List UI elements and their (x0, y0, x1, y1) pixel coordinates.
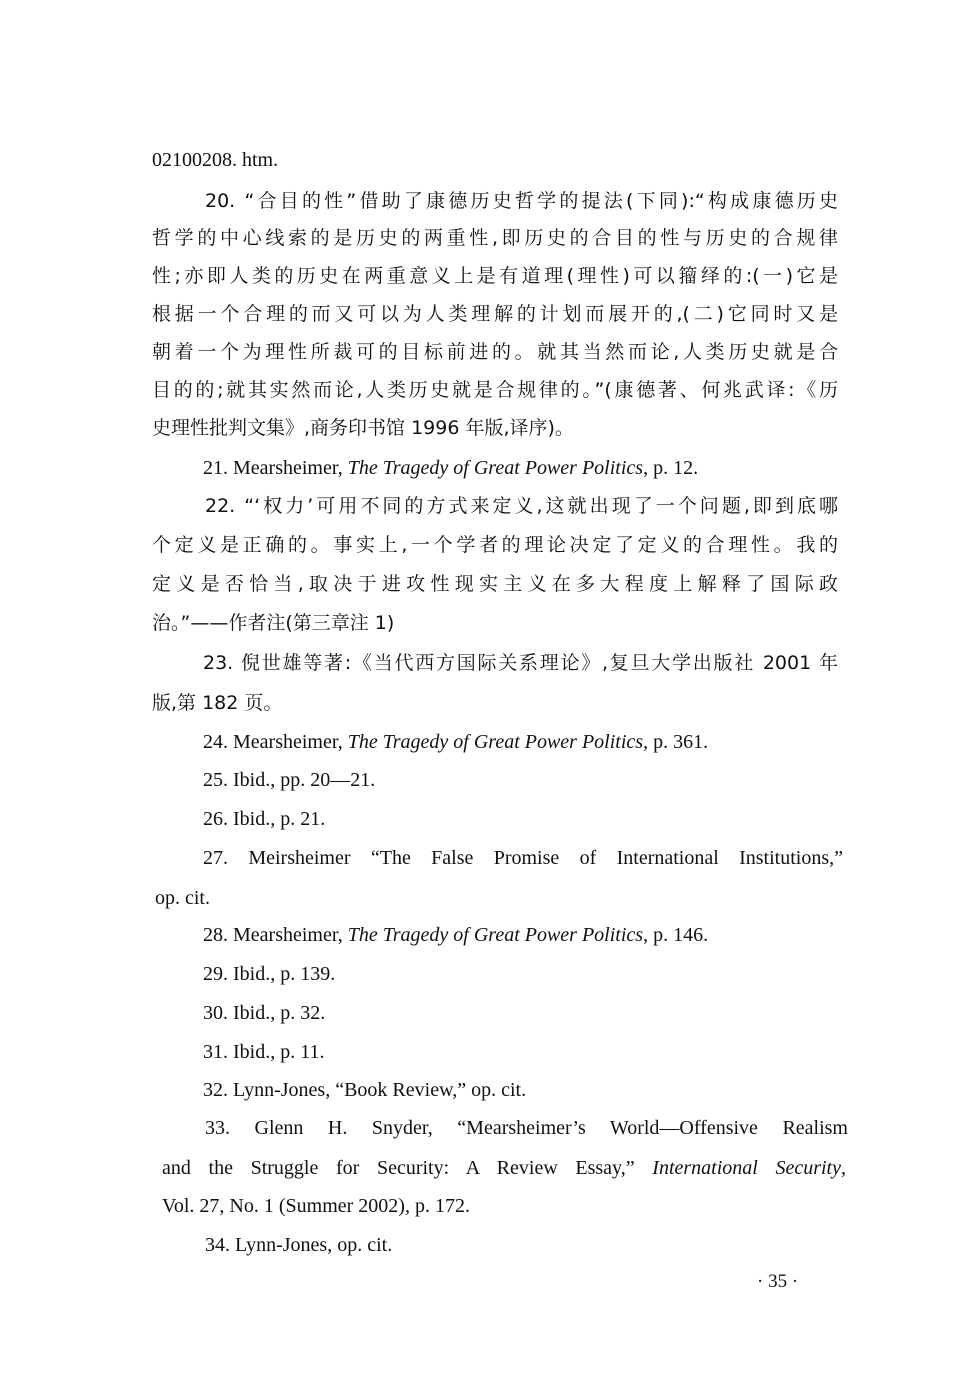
footnote-22-line-3: 定义是否恰当,取决于进攻性现实主义在多大程度上解释了国际政 (152, 573, 838, 595)
footnote-25: 25. Ibid., pp. 20—21. (203, 769, 376, 791)
footnote-24-page: , p. 361. (643, 731, 709, 753)
footnote-20-line-4: 根据一个合理的而又可以为人类理解的计划而展开的,(二)它同时又是 (152, 303, 838, 325)
footnote-24-book-title: The Tragedy of Great Power Politics (347, 731, 644, 753)
footnote-21-page: , p. 12. (643, 457, 699, 479)
footnote-23-line-1: 23. 倪世雄等著:《当代西方国际关系理论》,复旦大学出版社 2001 年 (203, 652, 838, 674)
footnote-34: 34. Lynn-Jones, op. cit. (205, 1234, 393, 1256)
footnote-23-line-2: 版,第 182 页。 (152, 692, 283, 714)
footnote-33-line-2 (162, 1155, 846, 1181)
footnote-28-book-title: The Tragedy of Great Power Politics (347, 924, 644, 946)
footnote-33-journal: International Security (652, 1157, 841, 1179)
footnote-22-line-4: 治。”——作者注(第三章注 1) (152, 612, 395, 634)
page-number: · 35 · (757, 1271, 799, 1292)
footnote-20-line-6: 目的的;就其实然而论,人类历史就是合规律的。”(康德著、何兆武译:《历 (152, 379, 838, 401)
footnote-21-author: 21. Mearsheimer, (203, 457, 348, 479)
footnote-33-comma: , (841, 1157, 846, 1179)
footnote-29: 29. Ibid., p. 139. (203, 963, 336, 985)
footnote-28 (203, 922, 708, 948)
footnote-20-line-5: 朝着一个为理性所裁可的目标前进的。就其当然而论,人类历史就是合 (152, 341, 838, 363)
footnote-33-line-1: 33. Glenn H. Snyder, “Mearsheimer’s World—Offensive Realism (205, 1117, 848, 1139)
footnote-22-line-1: 22. “‘权力’可用不同的方式来定义,这就出现了一个问题,即到底哪 (205, 495, 838, 517)
footnote-28-page: , p. 146. (643, 924, 709, 946)
footnote-27-line-2: op. cit. (155, 887, 210, 909)
footnote-20-line-7: 史理性批判文集》,商务印书馆 1996 年版,译序)。 (152, 417, 574, 439)
footnote-26: 26. Ibid., p. 21. (203, 808, 326, 830)
footnote-28-author: 28. Mearsheimer, (203, 924, 348, 946)
footnote-33-line-3: Vol. 27, No. 1 (Summer 2002), p. 172. (162, 1195, 470, 1217)
footnote-33-article: and the Struggle for Security: A Review Essay,” (162, 1157, 653, 1179)
footnote-21 (203, 455, 698, 481)
footnote-21-book-title: The Tragedy of Great Power Politics (347, 457, 644, 479)
footnote-27-line-1: 27. Meirsheimer “The False Promise of International Institutions,” (203, 847, 843, 869)
footnote-24 (203, 729, 708, 755)
footnote-24-author: 24. Mearsheimer, (203, 731, 348, 753)
footnote-19-tail: 02100208. htm. (152, 149, 279, 171)
footnote-31: 31. Ibid., p. 11. (203, 1041, 325, 1063)
footnote-20-line-1: 20. “合目的性”借助了康德历史哲学的提法(下同):“构成康德历史 (205, 190, 838, 212)
footnote-32: 32. Lynn-Jones, “Book Review,” op. cit. (203, 1079, 527, 1101)
footnote-20-line-2: 哲学的中心线索的是历史的两重性,即历史的合目的性与历史的合规律 (152, 227, 838, 249)
footnote-30: 30. Ibid., p. 32. (203, 1002, 326, 1024)
footnote-22-line-2: 个定义是正确的。事实上,一个学者的理论决定了定义的合理性。我的 (152, 534, 838, 556)
footnote-20-line-3: 性;亦即人类的历史在两重意义上是有道理(理性)可以籀绎的:(一)它是 (152, 265, 838, 287)
